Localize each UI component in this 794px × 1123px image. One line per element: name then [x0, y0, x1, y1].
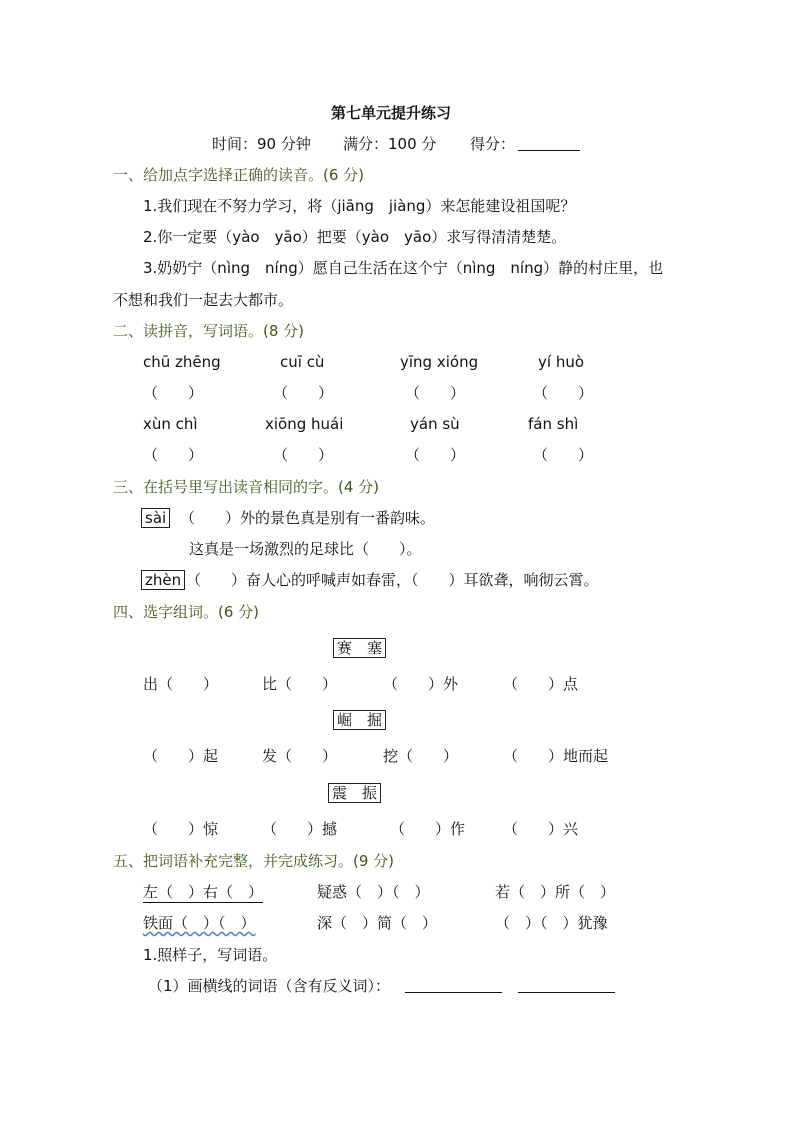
idiom-blank-wavy[interactable]: 铁面（ ）（ ）: [143, 914, 256, 932]
idiom-blank[interactable]: 疑惑（ ）（ ）: [317, 883, 430, 901]
section4-heading: 四、选字组词。(6 分): [113, 603, 260, 621]
pinyin-item: yán sù: [410, 415, 460, 433]
word-blank[interactable]: （ ）起: [143, 747, 219, 765]
answer-paren[interactable]: （ ）: [405, 384, 466, 402]
task1-instruction: 1.照样子，写词语。: [143, 946, 278, 964]
answer-paren[interactable]: （ ）: [533, 446, 594, 464]
score-label: 得分：: [470, 135, 516, 153]
zhen-sentence: （ ）奋人心的呼喊声如春雷，（ ）耳欲聋，响彻云霄。: [186, 571, 599, 589]
time-label: 时间：90 分钟: [212, 135, 311, 153]
section3-heading: 三、在括号里写出读音相同的字。(4 分): [113, 478, 380, 496]
section2-heading: 二、读拼音，写词语。(8 分): [113, 322, 305, 340]
section1-heading: 一、给加点字选择正确的读音。(6 分): [113, 166, 365, 184]
word-blank[interactable]: （ ）点: [503, 675, 579, 693]
word-blank[interactable]: （ ）惊: [143, 820, 219, 838]
pinyin-item: chū zhēng: [143, 353, 221, 371]
idiom-blank[interactable]: 深（ ）简（ ）: [317, 914, 438, 932]
word-blank[interactable]: 比（ ）: [262, 675, 338, 693]
word-blank[interactable]: 发（ ）: [262, 747, 338, 765]
task1-subquestion: （1）画横线的词语（含有反义词）：: [148, 977, 391, 995]
sai-sentence-1: （ ）外的景色真是别有一番韵味。: [180, 509, 436, 527]
section1-q2: 2.你一定要（yào yāo）把要（yào yāo）求写得清清楚楚。: [143, 228, 567, 246]
section1-q3a: 3.奶奶宁（nìng níng）愿自己生活在这个宁（nìng níng）静的村庄里，也: [143, 259, 664, 277]
idiom-blank[interactable]: （ ）（ ）犹豫: [495, 914, 608, 932]
char-choice-box: 震 振: [328, 783, 381, 803]
score-blank[interactable]: [518, 134, 580, 151]
section5-heading: 五、把词语补充完整，并完成练习。(9 分): [113, 852, 395, 870]
word-blank[interactable]: 挖（ ）: [383, 747, 459, 765]
pinyin-box-sai: sài: [141, 508, 170, 528]
answer-line[interactable]: [518, 976, 615, 993]
word-blank[interactable]: （ ）地而起: [503, 747, 609, 765]
pinyin-item: xiōng huái: [265, 415, 344, 433]
word-blank[interactable]: （ ）撼: [262, 820, 338, 838]
answer-line[interactable]: [405, 976, 502, 993]
pinyin-box-zhen: zhèn: [141, 570, 185, 590]
pinyin-item: yí huò: [538, 353, 585, 371]
idiom-blank[interactable]: 若（ ）所（ ）: [495, 883, 616, 901]
idiom-blank-underlined[interactable]: 左（ ）右（ ）: [143, 883, 264, 901]
word-blank[interactable]: （ ）作: [390, 820, 466, 838]
answer-paren[interactable]: （ ）: [273, 384, 334, 402]
pinyin-item: xùn chì: [143, 415, 198, 433]
answer-paren[interactable]: （ ）: [533, 384, 594, 402]
section1-q1: 1.我们现在不努力学习，将（jiāng jiàng）来怎能建设祖国呢？: [143, 197, 576, 215]
full-score-label: 满分：100 分: [343, 135, 437, 153]
pinyin-item: fán shì: [528, 415, 579, 433]
answer-paren[interactable]: （ ）: [143, 384, 204, 402]
answer-paren[interactable]: （ ）: [273, 446, 334, 464]
page-title: 第七单元提升练习: [331, 104, 452, 122]
word-blank[interactable]: （ ）外: [383, 675, 459, 693]
char-choice-box: 崛 掘: [333, 710, 386, 730]
word-blank[interactable]: （ ）兴: [503, 820, 579, 838]
pinyin-item: cuī cù: [280, 353, 325, 371]
pinyin-item: yīng xióng: [400, 353, 479, 371]
section1-q3b: 不想和我们一起去大都市。: [113, 291, 294, 309]
answer-paren[interactable]: （ ）: [405, 446, 466, 464]
sai-sentence-2: 这真是一场激烈的足球比（ ）。: [189, 540, 422, 558]
answer-paren[interactable]: （ ）: [143, 446, 204, 464]
word-blank[interactable]: 出（ ）: [143, 675, 219, 693]
char-choice-box: 赛 塞: [333, 638, 386, 658]
